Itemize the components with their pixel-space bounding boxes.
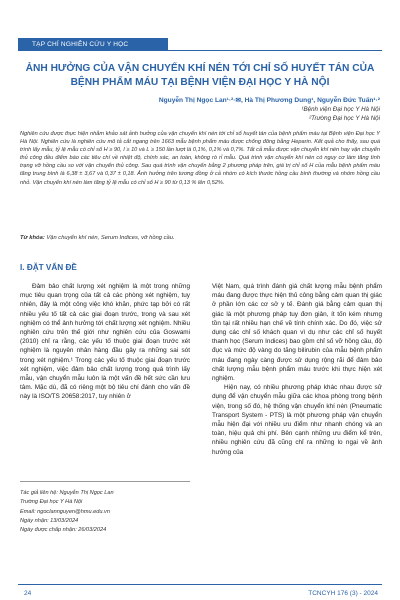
section-heading: I. ĐẶT VẤN ĐỀ xyxy=(20,263,77,272)
email[interactable]: Email: ngoclannguyen@hmu.edu.vn xyxy=(20,508,110,515)
affiliation-1: ¹Bệnh viện Đại học Y Hà Nội xyxy=(301,106,380,113)
footnote-divider xyxy=(20,481,190,482)
paragraph: Việt Nam, quá trình đánh giá chất lượng mẫu bệnh phẩm máu đang được thực hiện thủ công bằng cảm quan thị giác ở phần lớn các cơ sở y tế. Đánh giá bằng cảm quan thị giác là một phương pháp tuy đơn giản, ít tốn kém nhưng tồn tại rất nhiều hạn chế về tính chính xác. Do đó, việc sử dụng các chỉ số khách quan vì dụ như các chỉ số huyết thanh học (Serum Indices) bao gồm chỉ số vỡ hồng cầu, độ đục và mức độ vàng do tăng bilirubin của mẫu bệnh phẩm máu đang ngày càng được sử dụng rộng rãi để đảm bảo chất lượng mẫu bệnh phẩm máu trước khi thực hiện xét nghiệm. xyxy=(212,283,382,383)
article-title: ẢNH HƯỞNG CỦA VẬN CHUYỂN KHÍ NÉN TỚI CHỈ SỐ HUYẾT TÁN CỦA BỆNH PHẨM MÁU TẠI BỆNH VIỆN ĐẠI HỌC Y HÀ NỘI xyxy=(25,63,375,88)
corresponding-author: Tác giả liên hệ: Nguyễn Thị Ngọc Lan xyxy=(20,490,114,496)
institution: Trường Đại học Y Hà Nội xyxy=(20,499,83,506)
journal-issue: TCNCYH 176 (3) - 2024 xyxy=(308,590,378,597)
affiliation-2: ²Trường Đại học Y Hà Nội xyxy=(309,115,380,122)
body-column-left xyxy=(20,282,190,402)
paragraph: Hiện nay, có nhiều phương pháp khác nhau được sử dụng để vận chuyển mẫu giữa các khoa phòng trong bệnh viện, trong số đó, hệ thống vận chuyển khí nén (Pneumatic Transport System - PTS) là một phương pháp vận chuyển mẫu hiện đại với nhiều ưu điểm như nhanh chóng và an toàn, hiệu quả chi phí. Bên cạnh những ưu điểm kể trên, nhiều nghiên cứu đã cũng chỉ ra những lo ngại về ảnh hưởng của xyxy=(212,384,382,456)
keywords-text: Vận chuyển khí nén, Serum Indices, vỡ hồng cầu. xyxy=(46,235,175,241)
accepted-date: Ngày được chấp nhận: 26/03/2024 xyxy=(20,527,107,534)
keywords-label: Từ khóa: xyxy=(20,235,45,241)
author-names: Nguyễn Thị Ngọc Lan¹·²·✉, Hà Thị Phương Dung¹, Nguyễn Đức Tuấn¹·² xyxy=(158,97,380,104)
header-divider xyxy=(168,50,382,51)
journal-header-bar xyxy=(18,38,168,51)
footer-divider xyxy=(18,584,382,585)
abstract: Nghiên cứu được thực hiện nhằm khảo sát ảnh hưởng của vận chuyển khí nén tới chỉ số huyết tán của bệnh phẩm máu tại Bệnh viện Đại học Y Hà Nội. Nghiên cứu là nghiên cứu mô tả cắt ngang trên 1663 mẫu bệnh phẩm máu được chống đông bằng Heparin. Kết quả cho thấy, sau quá trình lấy mẫu, tỷ lệ mẫu có chỉ số H ≥ 90, I ≥ 10 và L ≥ 150 lần lượt là 0,1%, 0,1% và 0,7%. Tất cả mẫu được vận chuyển khí nén hay vận chuyển thủ công đều điểm báo các tiêu chí về nhiệt độ, chính xác, an toàn, không rò rỉ mẫu. Quá trình vận chuyển khí nén có nguy cơ làm tăng tình trạng vỡ hồng cầu so với vận chuyển thủ công. Sau quá trình vận chuyển bằng 2 phương pháp trên, giá trị chỉ số H của mẫu bệnh phẩm máu tăng trung bình là 6,38 ± 3,67 và 0,37 ± 0,18. Ảnh hưởng trên tương đồng ở cả nhóm có kích thước hồng cầu bình thường và nhóm hồng cầu nhỏ. Vận chuyển khí nén làm tăng tỷ lệ mẫu có chỉ số H ≥ 90 từ 0,13 % lên 0,52%. xyxy=(20,131,380,186)
body-column-right xyxy=(212,282,382,457)
paragraph: Đảm bảo chất lượng xét nghiệm là một trong những mục tiêu quan trọng của tất cả các phòng xét nghiệm, tuy nhiên, đây là một công việc khó khăn, phức tạp bởi có rất nhiều yếu tố tất cả các giai đoạn trước, trong và sau xét nghiệm có thể ảnh hưởng tới chất lượng xét nghiệm. Nhiều nghiên cứu trên thế giới như nghiên cứu của Goswami (2010) chỉ ra rằng, các yếu tố thuộc giai đoạn trước xét nghiệm là nguyên nhân hàng đầu gây ra những sai sót trong xét nghiệm.¹ Trong các yếu tố thuộc giai đoạn trước xét nghiệm, việc đảm bảo chất lượng trong quá trình lấy mẫu, vận chuyển mẫu luôn là một vấn đề hết sức cần lưu tâm. Mặc dù, đã có riêng một bộ tiêu chí đánh cho vấn đề này là ISO/TS 20658:2017, tuy nhiên ở xyxy=(20,283,190,401)
keywords-line xyxy=(20,235,380,241)
page-number: 24 xyxy=(24,590,32,597)
footnotes xyxy=(20,489,190,535)
journal-header-label: TẠP CHÍ NGHIÊN CỨU Y HỌC xyxy=(32,41,129,48)
author-block xyxy=(159,96,380,123)
received-date: Ngày nhận: 13/03/2024 xyxy=(20,517,79,524)
